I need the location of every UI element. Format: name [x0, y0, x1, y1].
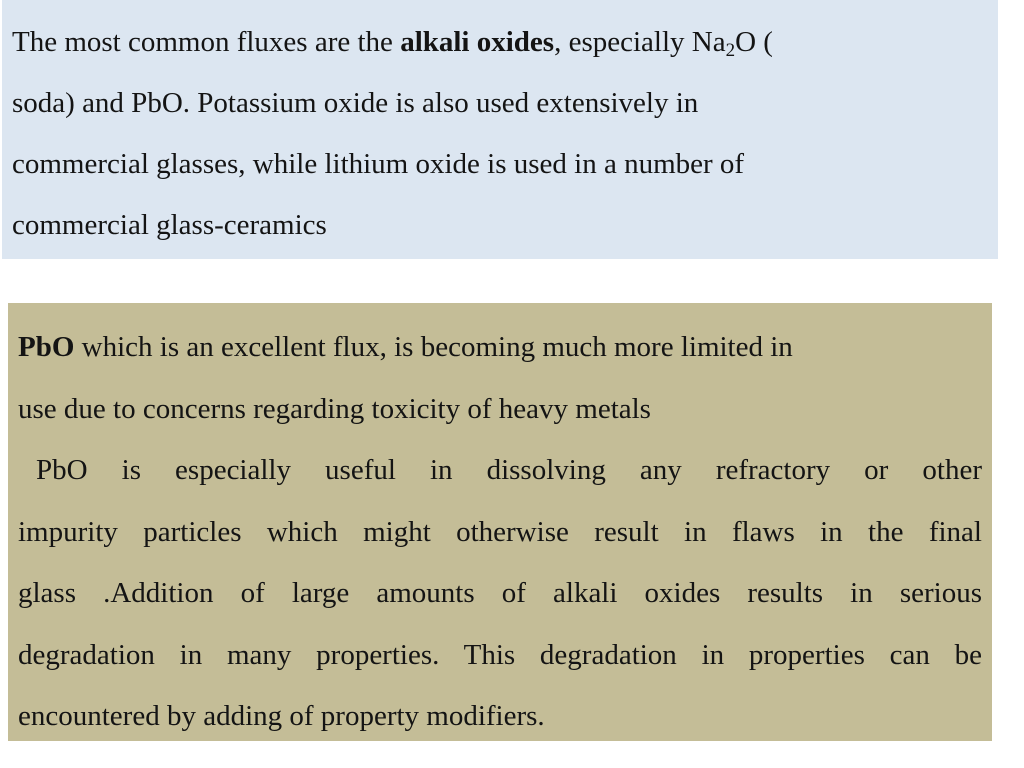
pbo-line-7: encountered by adding of property modifiers.	[18, 700, 545, 732]
pbo-line-2: use due to concerns regarding toxicity of heavy metals	[18, 392, 651, 425]
subscript-2: 2	[725, 40, 736, 61]
alkali-oxides-term: alkali oxides	[400, 26, 555, 58]
intro-line-1: The most common fluxes are the alkali oxides, especially $Na_2O$ (	[12, 26, 773, 61]
pbo-term: PbO	[18, 331, 75, 363]
pbo-line-1: PbO which is an excellent flux, is becoming much more limited in	[18, 331, 793, 363]
pbo-line-6: degradation in many properties. This degradation in properties can be	[18, 638, 982, 671]
pbo-line-3: PbO is especially useful in dissolving any refractory or other	[36, 454, 982, 486]
pbo-line-4: impurity particles which might otherwise result in flaws in the final	[18, 515, 982, 548]
pbo-details-box	[8, 303, 992, 741]
intro-line-2: soda) and PbO. Potassium oxide is also used extensively in	[12, 87, 699, 119]
intro-line-4: commercial glass-ceramics	[12, 209, 327, 241]
pbo-line-5: glass .Addition of large amounts of alkali oxides results in serious	[18, 577, 982, 609]
flux-intro-box	[2, 0, 998, 259]
intro-line-3: commercial glasses, while lithium oxide is used in a number of	[12, 148, 745, 180]
